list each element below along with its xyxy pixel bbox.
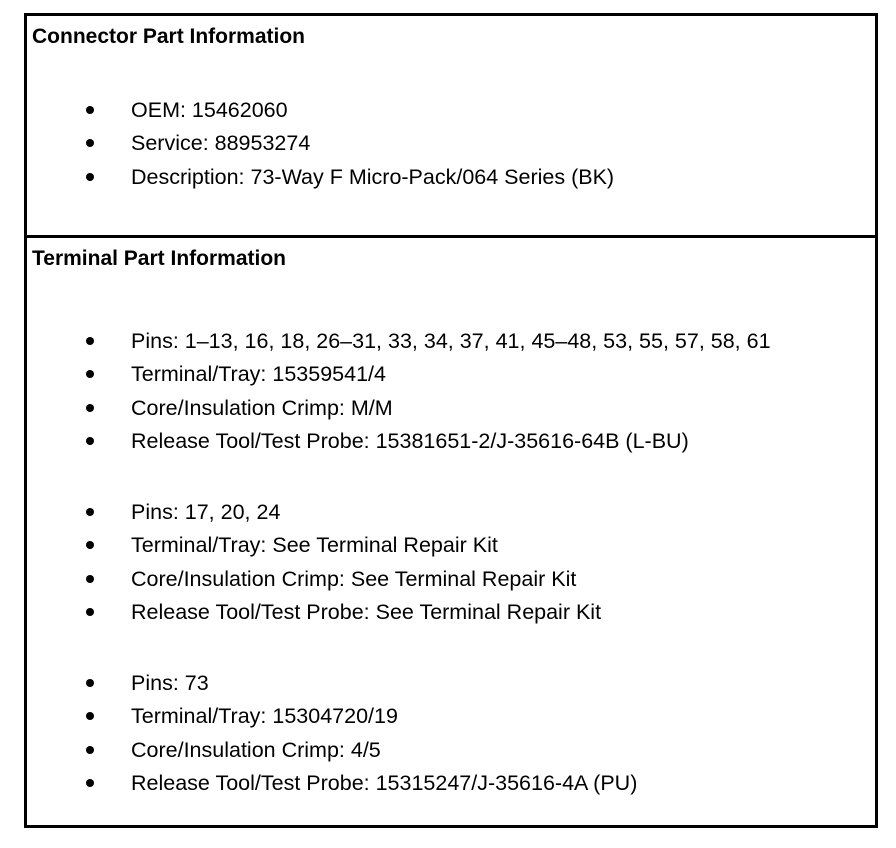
bullet-icon [86, 746, 94, 754]
release-tool-text: Release Tool/Test Probe: 15381651-2/J-35616-64B (L-BU) [131, 429, 689, 454]
terminal-section-title: Terminal Part Information [32, 247, 286, 270]
bullet-icon [86, 779, 94, 787]
bullet-icon [86, 437, 94, 445]
terminal-tray-text: Terminal/Tray: See Terminal Repair Kit [131, 533, 498, 558]
terminal-tray-text: Terminal/Tray: 15359541/4 [131, 362, 386, 387]
pins-text: Pins: 73 [131, 671, 209, 695]
bullet-icon [86, 508, 94, 516]
oem-number: OEM: 15462060 [131, 98, 288, 122]
terminal-tray-text: Terminal/Tray: 15304720/19 [131, 704, 398, 729]
terminal-part-section [27, 238, 875, 828]
service-number: Service: 88953274 [131, 131, 311, 156]
bullet-icon [86, 608, 94, 616]
connector-section-title: Connector Part Information [32, 25, 306, 48]
bullet-icon [86, 106, 94, 114]
bullet-icon [86, 404, 94, 412]
connector-part-section [27, 16, 875, 235]
connector-description: Description: 73-Way F Micro-Pack/064 Series (BK) [131, 164, 615, 189]
crimp-text: Core/Insulation Crimp: 4/5 [131, 737, 381, 762]
bullet-icon [86, 370, 94, 378]
release-tool-text: Release Tool/Test Probe: 15315247/J-35616-4A (PU) [131, 771, 638, 796]
release-tool-text: Release Tool/Test Probe: See Terminal Repair Kit [131, 600, 602, 625]
bullet-icon [86, 139, 94, 147]
bullet-icon [86, 541, 94, 549]
pins-text: Pins: 1–13, 16, 18, 26–31, 33, 34, 37, 41, 45–48, 53, 55, 57, 58, 61 [131, 329, 771, 353]
crimp-text: Core/Insulation Crimp: See Terminal Repair Kit [131, 566, 577, 591]
pins-text: Pins: 17, 20, 24 [131, 500, 281, 524]
bullet-icon [86, 712, 94, 720]
bullet-icon [86, 679, 94, 687]
crimp-text: Core/Insulation Crimp: M/M [131, 395, 393, 420]
bullet-icon [86, 337, 94, 345]
connector-terminal-table [24, 13, 878, 828]
bullet-icon [86, 173, 94, 181]
bullet-icon [86, 575, 94, 583]
